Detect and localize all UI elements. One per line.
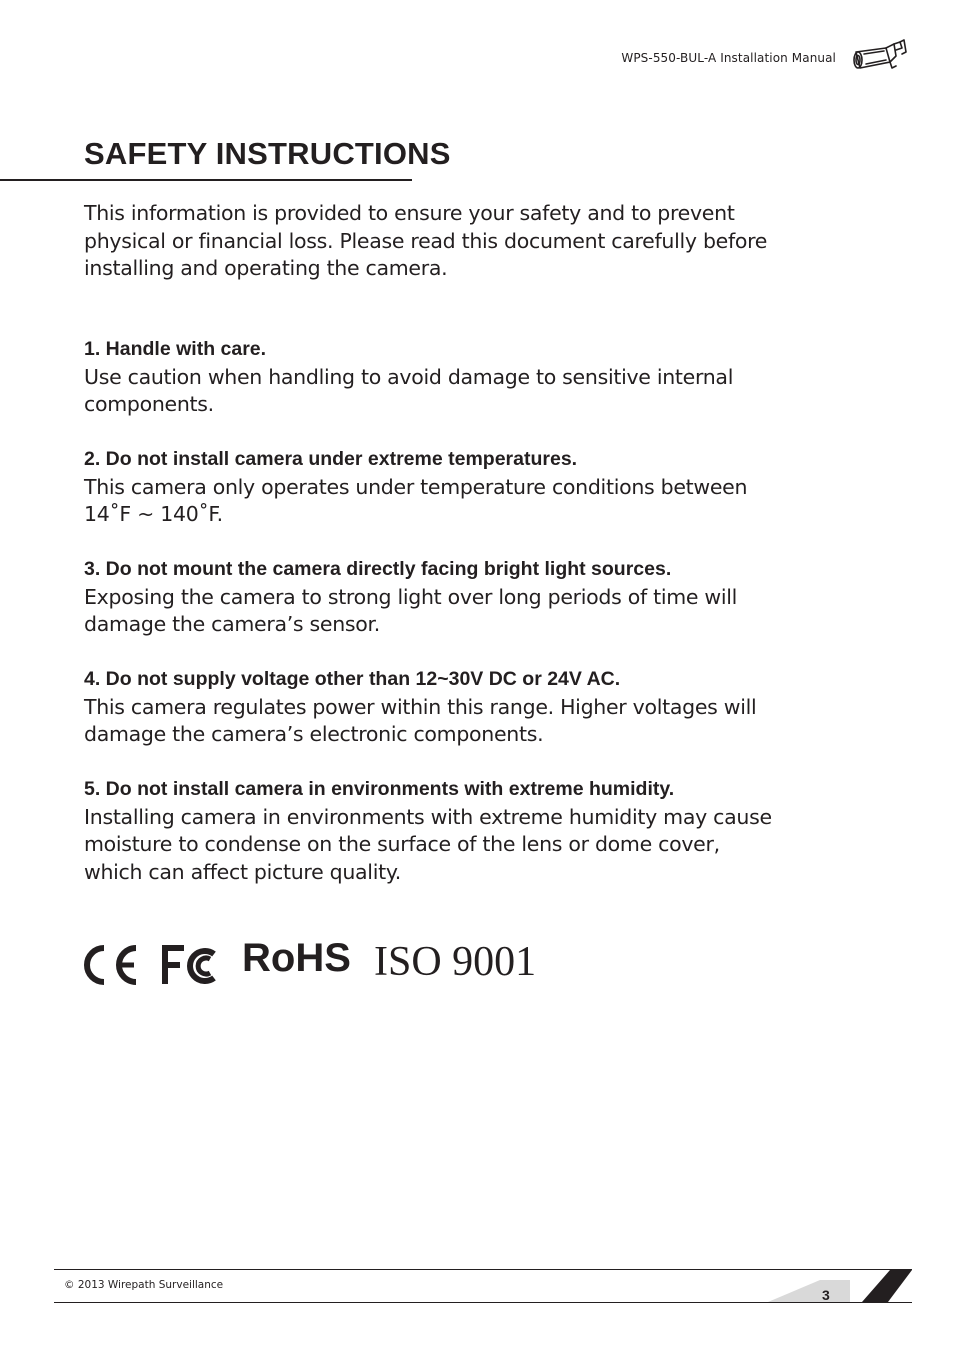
instruction-body: [84, 364, 874, 419]
fcc-mark-logo: [162, 944, 220, 986]
instruction-item: [84, 776, 874, 886]
instruction-item: [84, 336, 874, 419]
instruction-heading: 5. Do not install camera in environments with extreme humidity.: [84, 778, 675, 800]
instruction-item: [84, 666, 874, 749]
copyright-text: © 2013 Wirepath Surveillance: [64, 1279, 224, 1291]
instruction-line: Installing camera in environments with extreme humidity may cause: [84, 804, 772, 829]
intro-line: installing and operating the camera.: [84, 256, 448, 280]
instruction-body: [84, 584, 874, 639]
instruction-line: 14˚F ~ 140˚F.: [84, 502, 223, 526]
instruction-item: [84, 556, 874, 639]
certification-logos: [84, 932, 604, 992]
instruction-heading: 3. Do not mount the camera directly facing bright light sources.: [84, 558, 672, 580]
instruction-line: damage the camera’s electronic components.: [84, 722, 544, 746]
instruction-line: which can affect picture quality.: [84, 859, 401, 884]
camera-icon: [850, 38, 908, 80]
instruction-body: [84, 694, 874, 749]
iso-9001-mark-logo: ISO 9001: [374, 939, 537, 985]
instruction-body: [84, 804, 874, 887]
instruction-line: Exposing the camera to strong light over long periods of time will: [84, 584, 738, 609]
instruction-line: components.: [84, 392, 214, 416]
instruction-heading: 2. Do not install camera under extreme temperatures.: [84, 448, 578, 470]
rohs-mark-logo: RoHS: [242, 936, 351, 980]
instruction-line: moisture to condense on the surface of the lens or dome cover,: [84, 832, 720, 856]
page-title: SAFETY INSTRUCTIONS: [84, 136, 451, 171]
page-number: 3: [822, 1287, 830, 1303]
title-underline: [0, 179, 412, 181]
ce-mark-logo: [84, 944, 140, 986]
intro-line: This information is provided to ensure your safety and to prevent: [84, 201, 735, 225]
manual-title: WPS-550-BUL-A Installation Manual: [621, 51, 836, 65]
instruction-body: [84, 474, 874, 529]
intro-paragraph: [84, 200, 874, 283]
footer-page-tab-graphic: [760, 1268, 914, 1304]
instruction-list: [84, 336, 874, 914]
instruction-line: damage the camera’s sensor.: [84, 612, 380, 636]
instruction-line: This camera regulates power within this range. Higher voltages will: [84, 694, 757, 719]
intro-line: physical or financial loss. Please read this document carefully before: [84, 228, 768, 253]
instruction-line: This camera only operates under temperature conditions between: [84, 474, 748, 499]
instruction-heading: 1. Handle with care.: [84, 338, 267, 360]
instruction-line: Use caution when handling to avoid damage to sensitive internal: [84, 364, 734, 389]
instruction-heading: 4. Do not supply voltage other than 12~30V DC or 24V AC.: [84, 668, 621, 690]
instruction-item: [84, 446, 874, 529]
